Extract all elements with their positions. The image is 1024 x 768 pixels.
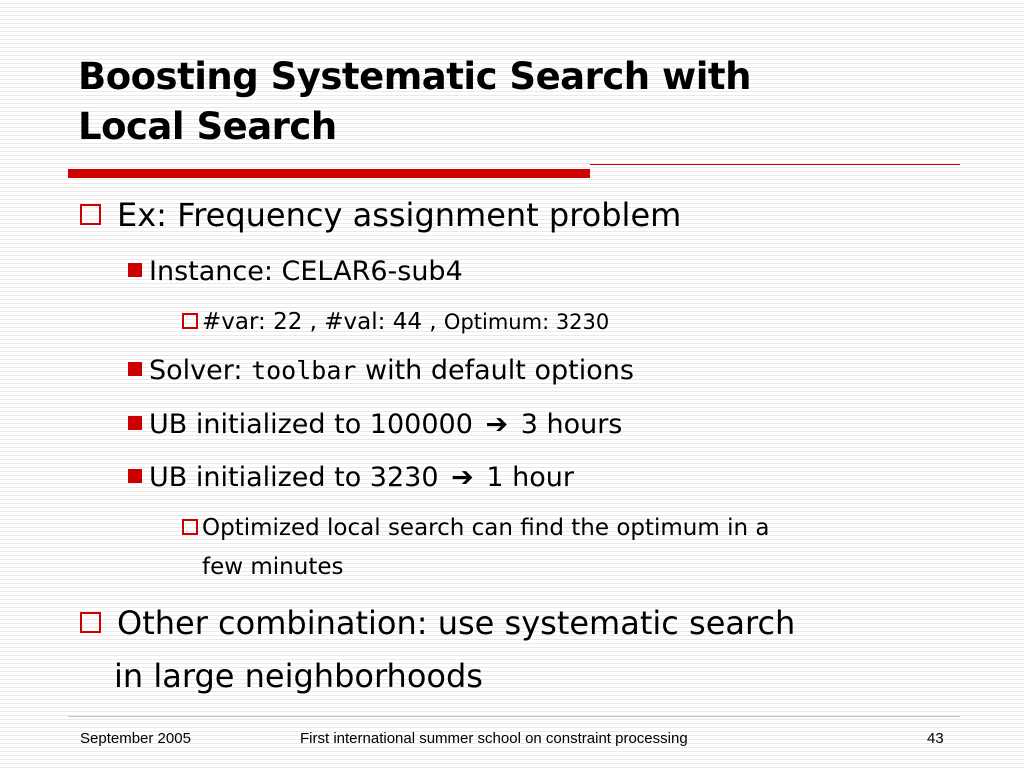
right-arrow-icon: ➔ [451, 462, 474, 493]
bullet-text-options: with default options [356, 355, 634, 386]
bullet-ub-3230 [128, 460, 574, 496]
title-underline-thin [590, 164, 960, 165]
slide-title [78, 52, 958, 152]
bullet-text-line-1: Optimized local search can find the optimum in a [202, 515, 770, 541]
bullet-text-ub: UB initialized to 100000 [149, 409, 473, 440]
bullet-text-stats: #var: 22 , #val: 44 , [202, 309, 444, 335]
hollow-square-bullet-icon [80, 612, 101, 633]
title-line-1: Boosting Systematic Search with [78, 55, 751, 98]
bullet-ub-100000 [128, 407, 622, 443]
bullet-other-combination [80, 601, 795, 645]
bullet-text-line-2: in large neighborhoods [114, 657, 483, 695]
bullet-frequency-problem [80, 193, 681, 237]
bullet-local-search-note [182, 513, 769, 543]
solid-square-bullet-icon [128, 362, 142, 376]
bullet-text: Instance: CELAR6-sub4 [149, 256, 463, 287]
bullet-text-ub: UB initialized to 3230 [149, 462, 439, 493]
bullet-local-search-note-continued [202, 552, 343, 582]
hollow-square-bullet-icon [80, 204, 101, 225]
hollow-square-bullet-icon [182, 313, 198, 329]
right-arrow-icon: ➔ [485, 409, 509, 440]
bullet-text-duration: 3 hours [520, 409, 623, 440]
bullet-other-combination-continued [114, 654, 483, 698]
footer-date: September 2005 [80, 730, 191, 747]
bullet-text: Ex: Frequency assignment problem [117, 196, 682, 234]
bullet-text-line-2: few minutes [202, 554, 344, 580]
solid-square-bullet-icon [128, 416, 142, 430]
footer-event: First international summer school on constraint processing [300, 730, 688, 747]
solid-square-bullet-icon [128, 469, 142, 483]
bullet-text-optimum: Optimum: 3230 [443, 310, 610, 334]
title-underline-thick [68, 169, 590, 178]
hollow-square-bullet-icon [182, 519, 198, 535]
footer-divider [68, 716, 960, 717]
bullet-instance [128, 254, 463, 290]
solver-name-code: toolbar [251, 356, 357, 385]
bullet-text-solver: Solver: [149, 355, 252, 386]
bullet-instance-stats [182, 307, 609, 337]
footer-page-number: 43 [927, 730, 944, 747]
bullet-text-line-1: Other combination: use systematic search [117, 604, 796, 642]
bullet-text-duration: 1 hour [486, 462, 574, 493]
solid-square-bullet-icon [128, 263, 142, 277]
title-line-2: Local Search [78, 105, 337, 148]
bullet-solver [128, 353, 634, 389]
